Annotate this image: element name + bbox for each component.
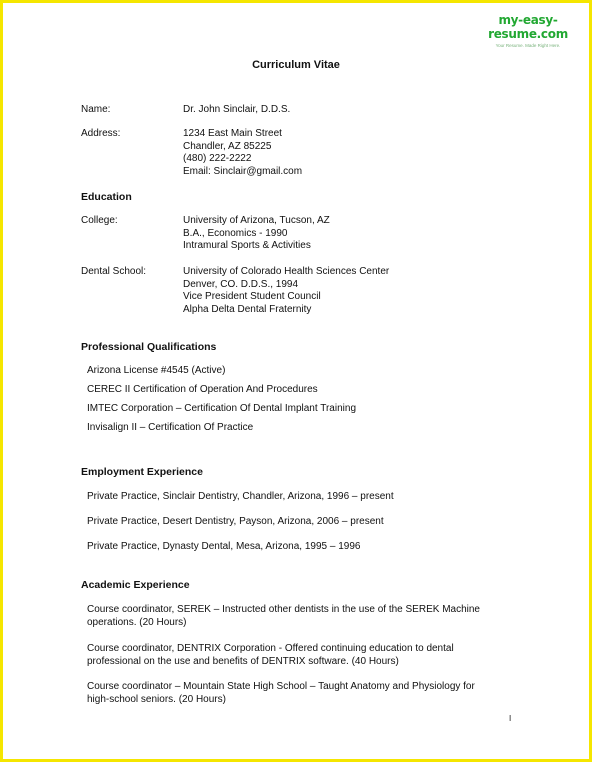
employment-item: Private Practice, Sinclair Dentistry, Chandler, Arizona, 1996 – present: [87, 491, 394, 502]
resume-page: [3, 3, 589, 759]
academic-line: operations. (20 Hours): [87, 617, 187, 628]
education-heading: Education: [81, 191, 132, 203]
academic-line: Course coordinator, DENTRIX Corporation - Offered continuing education to dental: [87, 643, 454, 654]
academic-line: Course coordinator – Mountain State High School – Taught Anatomy and Physiology for: [87, 681, 475, 692]
dental-line: Alpha Delta Dental Fraternity: [183, 303, 312, 315]
phone-line: (480) 222-2222: [183, 153, 252, 164]
academic-line: high-school seniors. (20 Hours): [87, 694, 226, 705]
academic-item: [87, 680, 527, 706]
dental-line: Vice President Student Council: [183, 291, 321, 302]
college-line: Intramural Sports & Activities: [183, 240, 311, 251]
dental-line: Denver, CO. D.D.S., 1994: [183, 278, 299, 290]
site-logo[interactable]: [473, 13, 583, 49]
college-label: College:: [81, 215, 118, 226]
academic-item: [87, 642, 527, 668]
employment-heading: Employment Experience: [81, 466, 203, 478]
address-block: [183, 128, 302, 178]
qualification-item: Arizona License #4545 (Active): [87, 365, 226, 376]
academic-line: Course coordinator, SEREK – Instructed other dentists in the use of the SEREK Machine: [87, 604, 480, 615]
academic-line: professional on the use and benefits of DENTRIX software. (40 Hours): [87, 656, 399, 667]
name-value: Dr. John Sinclair, D.D.S.: [183, 104, 291, 115]
employment-item: Private Practice, Desert Dentistry, Payson, Arizona, 2006 – present: [87, 516, 384, 527]
name-label: Name:: [81, 104, 111, 115]
page-number: I: [509, 714, 512, 723]
address-line: Chandler, AZ 85225: [183, 140, 272, 152]
qualifications-heading: Professional Qualifications: [81, 341, 217, 353]
email-line: Email: Sinclair@gmail.com: [183, 165, 303, 177]
logo-tagline: Your Resume. Made Right Here.: [495, 43, 561, 48]
dental-school-block: [183, 266, 389, 316]
qualification-item: CEREC II Certification of Operation And Procedures: [87, 384, 318, 395]
qualification-item: Invisalign II – Certification Of Practice: [87, 422, 254, 433]
college-block: [183, 215, 330, 253]
address-label: Address:: [81, 128, 121, 139]
address-line: 1234 East Main Street: [183, 128, 282, 139]
dental-school-label: Dental School:: [81, 266, 147, 277]
dental-line: University of Colorado Health Sciences Center: [183, 266, 390, 277]
document-title: Curriculum Vitae: [252, 59, 340, 71]
academic-heading: Academic Experience: [81, 579, 190, 591]
college-line: University of Arizona, Tucson, AZ: [183, 215, 330, 226]
qualification-item: IMTEC Corporation – Certification Of Dental Implant Training: [87, 403, 356, 414]
employment-item: Private Practice, Dynasty Dental, Mesa, Arizona, 1995 – 1996: [87, 541, 361, 552]
academic-item: [87, 603, 527, 629]
logo-text: my-easy-resume.com: [488, 13, 568, 41]
college-line: B.A., Economics - 1990: [183, 227, 288, 239]
